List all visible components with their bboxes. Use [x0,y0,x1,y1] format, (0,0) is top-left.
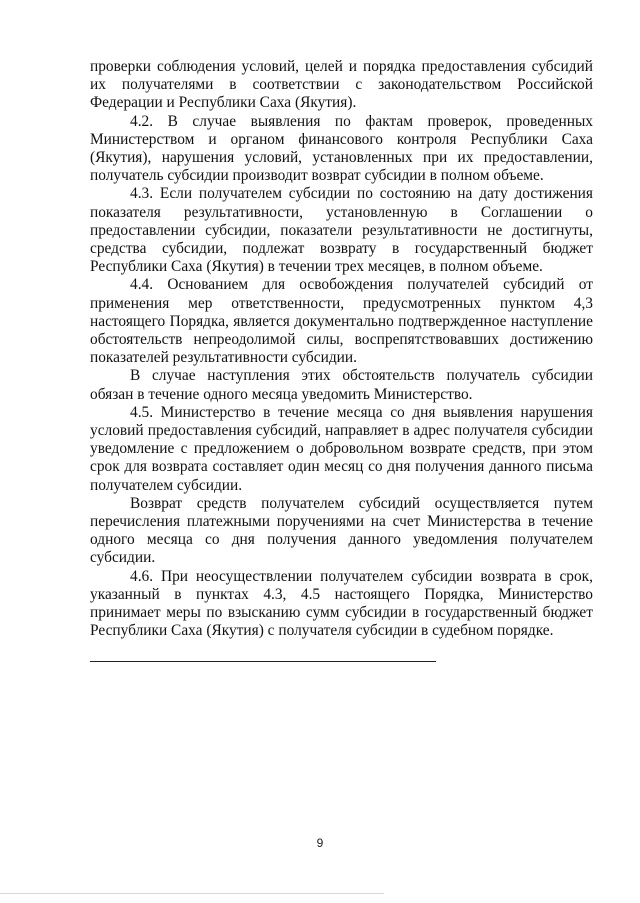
scan-bottom-edge [0,893,640,894]
paragraph-4-5-refund: Возврат средств получателем субсидий осуществляется путем перечисления платежными поручениями на счет Министерства в течение одного месяца со дня получения данного уведомления получателем субсидии. [90,494,593,567]
paragraph-4-6: 4.6. При неосуществлении получателем субсидии возврата в срок, указанный в пунктах 4.3, 4.5 настоящего Порядка, Министерство принимает меры по взысканию сумм субсидии в государственный бюджет Республики Саха (Якутия) с получателя субсидии в судебном порядке. [90,567,593,640]
page-number: 9 [316,836,324,850]
paragraph-4-5: 4.5. Министерство в течение месяца со дня выявления нарушения условий предоставления субсидий, направляет в адрес получателя субсидии уведомление с предложением о добровольном возврате средств, при этом срок для возврата составляет один месяц со дня получения данного письма получателем субсидии. [90,403,593,494]
paragraph-4-4-notice: В случае наступления этих обстоятельств получатель субсидии обязан в течение одного месяца уведомить Министерство. [90,367,593,403]
paragraph-4-3: 4.3. Если получателем субсидии по состоянию на дату достижения показателя результативности, установленную в Соглашении о предоставлении субсидии, показатели результативности не достигнуты, средства субсидии, подлежат возврату в государственный бюджет Республики Саха (Якутия) в течении трех месяцев, в полном объеме. [90,185,593,276]
end-separator-line [90,661,436,662]
document-body [90,58,593,641]
paragraph-4-4: 4.4. Основанием для освобождения получателей субсидий от применения мер ответственности, предусмотренных пунктом 4,3 настоящего Порядка, является документально подтвержденное наступление обстоятельств непреодолимой силы, воспрепятствовавших достижению показателей результативности субсидии. [90,276,593,367]
paragraph-4-2: 4.2. В случае выявления по фактам проверок, проведенных Министерством и органом финансового контроля Республики Саха (Якутия), нарушения условий, установленных при их предоставлении, получатель субсидии производит возврат субсидии в полном объеме. [90,112,593,185]
paragraph-continuation: проверки соблюдения условий, целей и порядка предоставления субсидий их получателями в соответствии с законодательством Российской Федерации и Республики Саха (Якутия). [90,58,593,112]
